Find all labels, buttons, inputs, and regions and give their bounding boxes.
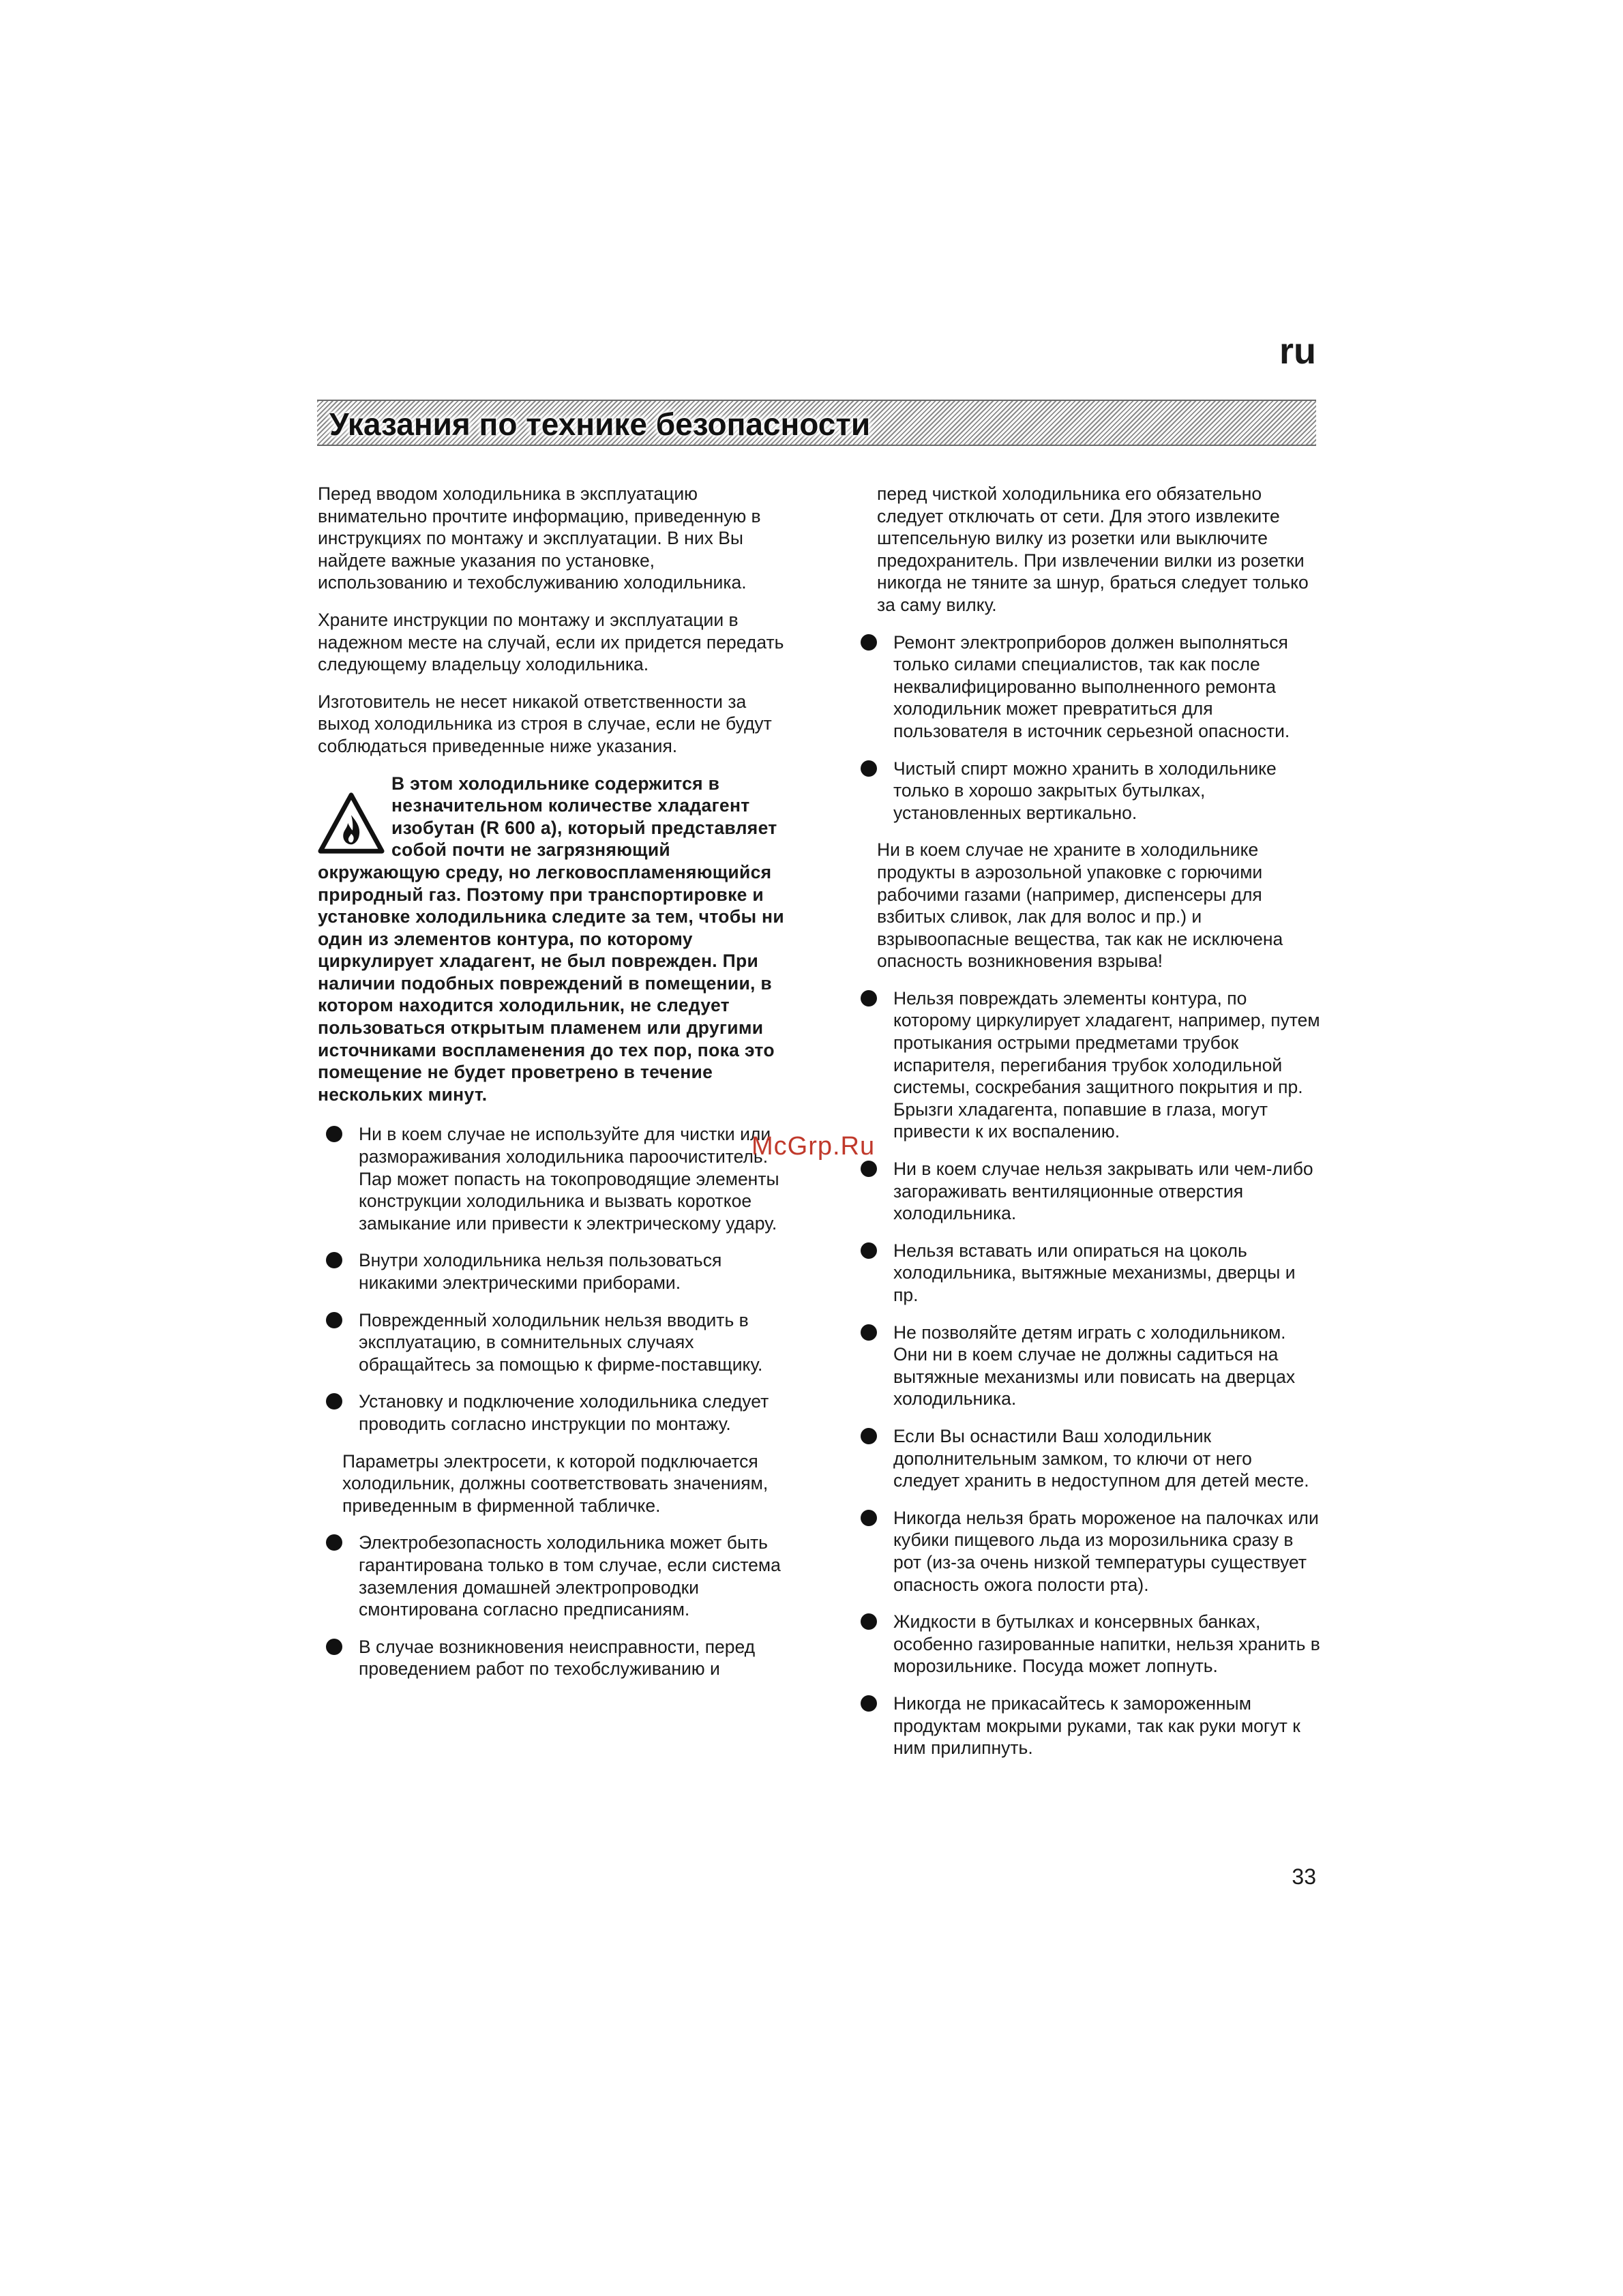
list-item-text: Поврежденный холодильник нельзя вводить в эксплуатацию, в сомнительных случаях обращайтесь за помощью к фирме-поставщику.	[359, 1309, 763, 1375]
list-item-text: Жидкости в бутылках и консервных банках, особенно газированные напитки, нельзя хранить в морозильнике. Посуда может лопнуть.	[893, 1611, 1320, 1677]
intro-paragraph-3: Изготовитель не несет никакой ответственности за выход холодильника из строя в случае, если не будут соблюдаться приведенные ниже указания.	[318, 691, 772, 756]
left-column	[318, 483, 788, 1695]
list-item-text: Нельзя повреждать элементы контура, по которому циркулирует хладагент, например, путем протыкания острыми предметами трубок испарителя, перегибания трубок холодильной системы, соскребания защитного покрытия и пр. Брызги хладагента, попавшие в глаза, могут привести к их воспалению.	[893, 987, 1320, 1142]
list-item	[318, 1636, 788, 1680]
intro-paragraph-2: Храните инструкции по монтажу и эксплуатации в надежном месте на случай, если их придется передать следующему владельцу холодильника.	[318, 609, 784, 675]
list-item	[318, 1532, 788, 1620]
aerosol-paragraph: Ни в коем случае не храните в холодильнике продукты в аэрозольной упаковке с горючими рабочими газами (например, диспенсеры для взбитых сливок, лак для волос и пр.) и взрывоопасные вещества, так как не исключена опасность возникновения взрыва!	[877, 839, 1283, 972]
bullet-icon	[861, 990, 877, 1007]
bullet-list-left-2	[318, 1532, 788, 1680]
bullet-icon	[326, 1252, 342, 1268]
bullet-icon	[861, 1695, 877, 1712]
bullet-icon	[861, 1242, 877, 1259]
list-item	[852, 1507, 1323, 1596]
list-item	[852, 1693, 1323, 1759]
list-item	[852, 758, 1323, 824]
list-item	[852, 1611, 1323, 1678]
list-item	[318, 1390, 788, 1435]
bullet-list-right-2	[852, 987, 1323, 1759]
page-number: 33	[1292, 1864, 1316, 1889]
warning-text: В этом холодильнике содержится в незначительном количестве хладагент изобутан (R 600 a), который представляет собой почти не загрязняющий окружающую среду, но легковоспламеняющийся природный газ. Поэтому при транспортировке и установке холодильника следите за тем, чтобы ни один из элементов контура, по которому циркулирует хладагент, не был поврежден. При наличии подобных повреждений в помещении, в котором находится холодильник, не следует пользоваться открытым пламенем или другими источниками воспламенения до тех пор, пока это помещение не будет проветрено в течение нескольких минут.	[318, 773, 784, 1105]
bullet-list-right-1	[852, 631, 1323, 824]
list-item	[318, 1309, 788, 1376]
bullet-icon	[861, 1613, 877, 1630]
list-item-text: Нельзя вставать или опираться на цоколь холодильника, вытяжные механизмы, дверцы и пр.	[893, 1240, 1296, 1305]
list-item	[318, 1123, 788, 1234]
list-item-text: Ни в коем случае не используйте для чистки или размораживания холодильника пароочиститель. Пар может попасть на токопроводящие элементы конструкции холодильника и вызвать короткое замыкание или привести к электрическому удару.	[359, 1124, 779, 1234]
list-item	[852, 1425, 1323, 1492]
right-column	[852, 483, 1323, 1774]
bullet-icon	[861, 1428, 877, 1444]
flammable-warning	[318, 773, 788, 1106]
bullet-icon	[861, 634, 877, 651]
list-item-text: Ремонт электроприборов должен выполняться только силами специалистов, так как после неквалифицированно выполненного ремонта холодильник может превратиться для пользователя в источник серьезной опасности.	[893, 631, 1290, 741]
list-item	[852, 1158, 1323, 1225]
bullet-icon	[326, 1393, 342, 1410]
list-item-text: Если Вы оснастили Ваш холодильник дополнительным замком, то ключи от него следует хранить в недоступном для детей месте.	[893, 1425, 1309, 1491]
bullet-icon	[326, 1639, 342, 1655]
bullet-icon	[861, 760, 877, 777]
section-title-bar	[317, 400, 1316, 446]
list-item-text: В случае возникновения неисправности, перед проведением работ по техобслуживанию и	[359, 1636, 756, 1680]
bullet-icon	[861, 1161, 877, 1177]
list-item-text: Внутри холодильника нельзя пользоваться никакими электрическими приборами.	[359, 1250, 722, 1293]
list-item	[852, 631, 1323, 743]
list-item	[852, 1322, 1323, 1410]
list-item-text: Ни в коем случае нельзя закрывать или чем-либо загораживать вентиляционные отверстия холодильника.	[893, 1159, 1313, 1224]
bullet-icon	[326, 1126, 342, 1142]
page-title: Указания по технике безопасности	[329, 406, 871, 442]
list-item-text: Никогда не прикасайтесь к замороженным продуктам мокрыми руками, так как руки могут к ним прилипнуть.	[893, 1693, 1300, 1759]
list-item-text: Электробезопасность холодильника может быть гарантирована только в том случае, если система заземления домашней электропроводки смонтирована согласно предписаниям.	[359, 1532, 781, 1620]
continued-paragraph: перед чисткой холодильника его обязательно следует отключать от сети. Для этого извлеките штепсельную вилку из розетки или выключите предохранитель. При извлечении вилки из розетки никогда не тяните за шнур, браться следует только за саму вилку.	[877, 483, 1309, 615]
list-item-text: Никогда нельзя брать мороженое на палочках или кубики пищевого льда из морозильника сразу в рот (из-за очень низкой температуры существует опасность ожога полости рта).	[893, 1507, 1319, 1595]
language-code: ru	[1279, 331, 1316, 372]
list-item-text: Не позволяйте детям играть с холодильником. Они ни в коем случае не должны садиться на вытяжные механизмы или повисать на дверцах холодильника.	[893, 1322, 1296, 1410]
list-item-text: Чистый спирт можно хранить в холодильнике только в хорошо закрытых бутылках, установленных вертикально.	[893, 758, 1277, 823]
watermark: McGrp.Ru	[751, 1132, 876, 1161]
electrical-params-paragraph: Параметры электросети, к которой подключается холодильник, должны соответствовать значениям, приведенным в фирменной табличке.	[342, 1450, 769, 1516]
list-item-text: Установку и подключение холодильника следует проводить согласно инструкции по монтажу.	[359, 1391, 769, 1434]
list-item	[852, 987, 1323, 1143]
bullet-icon	[861, 1510, 877, 1526]
list-item	[318, 1249, 788, 1294]
list-item	[852, 1240, 1323, 1307]
bullet-list-left-1	[318, 1123, 788, 1435]
flammable-warning-icon	[318, 792, 385, 854]
bullet-icon	[326, 1534, 342, 1551]
bullet-icon	[861, 1324, 877, 1341]
intro-paragraph-1: Перед вводом холодильника в эксплуатацию внимательно прочтите информацию, приведенную в инструкциях по монтажу и эксплуатации. В них Вы найдете важные указания по установке, использованию и техобслуживанию холодильника.	[318, 483, 761, 593]
bullet-icon	[326, 1312, 342, 1328]
